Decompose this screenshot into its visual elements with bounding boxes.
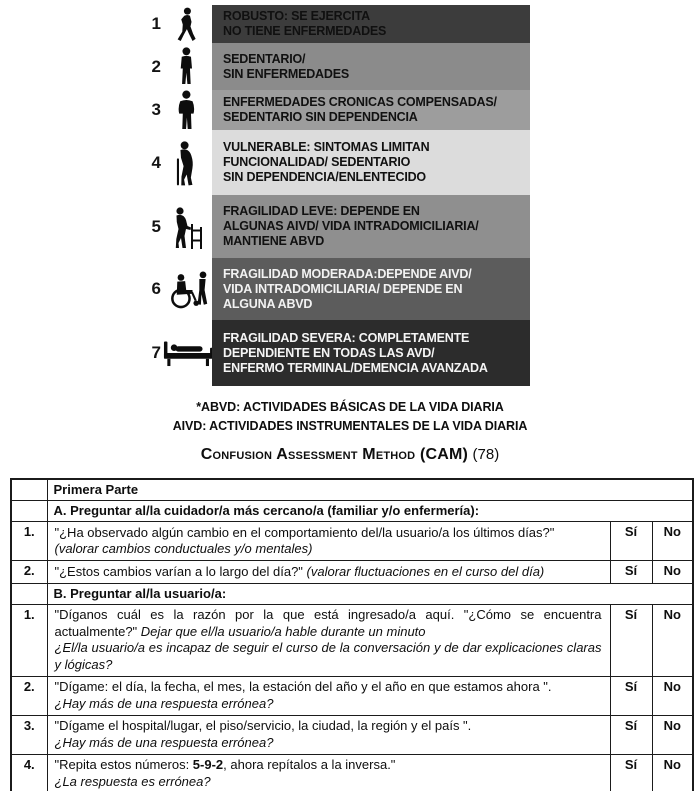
answer-yes-cell: Sí: [610, 754, 652, 791]
footnote-abvd: *ABVD: ACTIVIDADES BÁSICAS DE LA VIDA DIARIA: [196, 400, 504, 414]
frailty-level-marker: [145, 43, 212, 90]
frailty-level-text-line: SIN ENFERMEDADES: [223, 66, 349, 81]
question-number-cell: 3.: [11, 715, 47, 754]
frailty-level-5: [145, 195, 530, 258]
question-number-cell: [11, 583, 47, 604]
frailty-level-bar: [212, 130, 530, 195]
frailty-level-marker: [145, 195, 212, 258]
walking-person-icon: [161, 7, 212, 42]
question-text-segment: "¿Ha observado algún cambio en el comportamiento del/la usuario/a los últimos días?": [54, 524, 555, 540]
frailty-scale: [145, 5, 530, 386]
frailty-level-text-line: FRAGILIDAD MODERADA:DEPENDE AIVD/: [223, 266, 472, 281]
question-text-cell: [47, 522, 610, 561]
question-number-cell: 1.: [11, 522, 47, 561]
frailty-level-number: 5: [151, 216, 161, 236]
section-header-cell: B. Preguntar al/la usuario/a:: [47, 583, 693, 604]
frailty-level-bar: [212, 43, 530, 90]
answer-no-cell: No: [652, 522, 693, 561]
table-question-row: [11, 561, 693, 584]
answer-yes-cell: Sí: [610, 522, 652, 561]
cam-title-text: Confusion Assessment Method (CAM): [200, 446, 469, 463]
frailty-level-2: [145, 43, 530, 90]
question-text-cell: [47, 715, 610, 754]
answer-no-cell: No: [652, 604, 693, 676]
frailty-level-text-line: MANTIENE ABVD: [223, 234, 325, 248]
frailty-level-text-line: FRAGILIDAD SEVERA: COMPLETAMENTE: [223, 330, 470, 345]
question-text-segment: (valorar fluctuaciones en el curso del día): [306, 563, 545, 579]
frailty-level-7: [145, 320, 530, 386]
frailty-level-4: [145, 130, 530, 195]
answer-yes-cell: Sí: [610, 604, 652, 676]
question-text-cell: [47, 754, 610, 791]
frailty-level-number: 6: [151, 279, 161, 298]
frailty-level-3: [145, 90, 530, 130]
table-question-row: [11, 604, 693, 676]
cam-title-reference: (78): [472, 446, 500, 463]
question-number-cell: [11, 479, 47, 501]
question-text-segment: ¿La respuesta es errónea?: [54, 773, 211, 789]
question-text-segment: "¿Estos cambios varían a lo largo del día?": [54, 563, 307, 579]
answer-no-cell: No: [652, 715, 693, 754]
frailty-level-bar: [212, 258, 530, 320]
answer-yes-cell: Sí: [610, 676, 652, 715]
stout-person-icon: [161, 90, 212, 131]
question-text-cell: [47, 561, 610, 584]
bed-patient-icon: [161, 340, 212, 367]
frailty-level-number: 3: [151, 100, 161, 119]
question-text-segment: ¿Hay más de una respuesta errónea?: [54, 695, 274, 711]
question-number-cell: 2.: [11, 676, 47, 715]
section-header-cell: Primera Parte: [47, 479, 693, 501]
answer-no-cell: No: [652, 676, 693, 715]
frailty-level-text-line: ENFERMEDADES CRONICAS COMPENSADAS/: [223, 95, 497, 109]
answer-yes-cell: Sí: [610, 561, 652, 584]
section-header-cell: A. Preguntar al/la cuidador/a más cercano/a (familiar y/o enfermería):: [47, 501, 693, 522]
standing-person-icon: [161, 47, 212, 86]
frailty-level-bar: [212, 320, 530, 386]
answer-no-cell: No: [652, 561, 693, 584]
frailty-level-number: 2: [151, 56, 161, 76]
table-section-row: [11, 583, 693, 604]
question-text-segment: "Repita estos números:: [54, 757, 193, 772]
question-number-cell: [11, 501, 47, 522]
question-text-segment: 5-9-2: [192, 757, 224, 772]
question-number-cell: 4.: [11, 754, 47, 791]
table-question-row: [11, 522, 693, 561]
table-section-row: [11, 479, 693, 501]
table-question-row: [11, 754, 693, 791]
question-number-cell: 1.: [11, 604, 47, 676]
frailty-level-text-line: VIDA INTRADOMICILIARIA/ DEPENDE EN: [223, 281, 463, 296]
frailty-level-text-line: FUNCIONALIDAD/ SEDENTARIO: [223, 155, 411, 169]
wheelchair-assist-icon: [161, 268, 214, 310]
frailty-level-text-line: ALGUNA ABVD: [223, 296, 313, 311]
question-text-segment: ¿Hay más de una respuesta errónea?: [54, 734, 274, 750]
question-text-cell: [47, 676, 610, 715]
frailty-level-text-line: ENFERMO TERMINAL/DEMENCIA AVANZADA: [223, 360, 488, 375]
question-text-segment: "Díganos cuál es la razón por la que está ingresado/a aquí. "¿Cómo se encuentra actualmente?": [54, 607, 602, 639]
cam-section-title: [0, 446, 700, 464]
question-text-segment: Dejar que el/la usuario/a hable durante un minuto: [140, 623, 426, 639]
frailty-level-text-line: VULNERABLE: SINTOMAS LIMITAN: [223, 140, 430, 154]
question-text-segment: , ahora repítalos a la inversa.": [223, 757, 396, 772]
frailty-level-text-line: ALGUNAS AIVD/ VIDA INTRADOMICILIARIA/: [223, 219, 479, 233]
frailty-level-text-line: SEDENTARIO SIN DEPENDENCIA: [223, 110, 418, 124]
table-question-row: [11, 715, 693, 754]
frailty-level-number: 4: [151, 152, 161, 172]
frailty-level-6: [145, 258, 530, 320]
answer-yes-cell: Sí: [610, 715, 652, 754]
table-section-row: [11, 501, 693, 522]
frailty-level-marker: [145, 5, 212, 43]
frailty-level-marker: [145, 90, 212, 130]
question-text-segment: "Dígame el hospital/lugar, el piso/servicio, la ciudad, la región y el país ".: [54, 718, 472, 733]
frailty-level-bar: [212, 90, 530, 130]
frailty-level-text-line: FRAGILIDAD LEVE: DEPENDE EN: [223, 204, 420, 218]
frailty-level-text-line: SIN DEPENDENCIA/ENLENTECIDO: [223, 170, 426, 184]
question-text-segment: "Dígame: el día, la fecha, el mes, la estación del año y el año en que estamos ahora ".: [54, 679, 552, 694]
question-number-cell: 2.: [11, 561, 47, 584]
frailty-level-number: 1: [151, 14, 161, 33]
frailty-level-marker: [145, 320, 212, 386]
frailty-level-bar: [212, 195, 530, 258]
table-question-row: [11, 676, 693, 715]
question-text-segment: ¿El/la usuario/a es incapaz de seguir el curso de la conversación y de dar explicaciones claras y lógicas?: [54, 640, 602, 672]
frailty-level-bar: [212, 5, 530, 43]
cam-table: [10, 478, 694, 791]
frailty-level-text-line: DEPENDIENTE EN TODAS LAS AVD/: [223, 345, 435, 360]
answer-no-cell: No: [652, 754, 693, 791]
frailty-level-text-line: NO TIENE ENFERMEDADES: [223, 24, 387, 38]
person-with-cane-icon: [161, 138, 212, 188]
abbreviation-footnotes: [0, 398, 700, 436]
frailty-level-marker: [145, 130, 212, 195]
footnote-aivd: AIVD: ACTIVIDADES INSTRUMENTALES DE LA VIDA DIARIA: [172, 419, 528, 433]
frailty-level-number: 7: [151, 343, 161, 362]
question-text-cell: [47, 604, 610, 676]
frailty-level-marker: [145, 258, 212, 320]
frailty-level-text-line: SEDENTARIO/: [223, 51, 306, 66]
frailty-level-text-line: ROBUSTO: SE EJERCITA: [223, 9, 370, 23]
question-text-segment: (valorar cambios conductuales y/o mentales): [54, 541, 313, 556]
frailty-level-1: [145, 5, 530, 43]
person-with-walker-icon: [161, 203, 212, 251]
